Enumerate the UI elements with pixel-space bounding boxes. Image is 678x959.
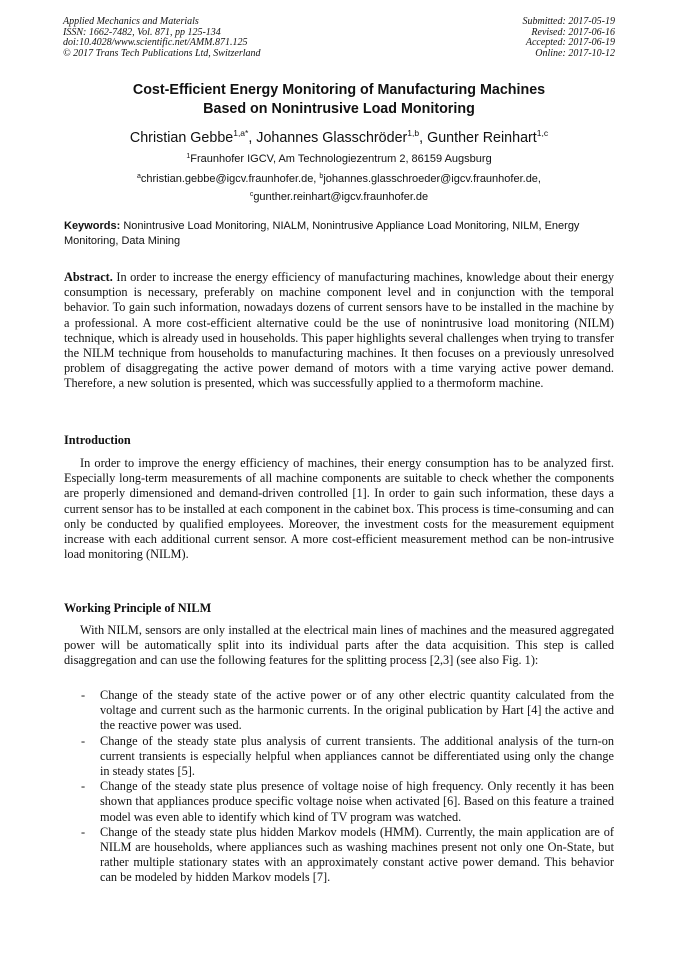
list-item-text: Change of the steady state plus presence of voltage noise of high frequency. Only recently it has been shown that appliances produce specific voltage noise when activated [6]. Based on this feature a trained model was even able to identify which kind of TV program was watched. (100, 779, 614, 824)
abstract (64, 270, 614, 392)
author-name: Johannes Glasschröder (256, 130, 408, 146)
author-name: Christian Gebbe (129, 130, 234, 146)
submission-dates (523, 17, 616, 59)
working-principle-paragraph: With NILM, sensors are only installed at the electrical main lines of machines and the measured aggregated power will be automatically split into its individual parts after the data acquisition. This step is called disaggregation and can use the following features for the splitting process [2,3] (see also Fig. 1): (64, 623, 614, 668)
email-text: christian.gebbe@igcv.fraunhofer.de, (140, 173, 320, 185)
email-text: johannes.glasschroeder@igcv.fraunhofer.de, (323, 173, 541, 185)
author-sup: 1,b (407, 128, 420, 138)
affiliation (40, 149, 638, 167)
paper-title (40, 81, 638, 119)
author-sup: 1,a* (233, 128, 249, 138)
list-item-text: Change of the steady state of the active power or of any other electric quantity calculated from the voltage and current such as the harmonic currents. In the original publication by Hart [4] the active and the reactive power was used. (100, 688, 614, 733)
copyright-line: © 2017 Trans Tech Publications Ltd, Switzerland (63, 47, 261, 59)
doi-line: doi:10.4028/www.scientific.net/AMM.871.125 (63, 37, 248, 49)
author-sup: 1,c (536, 128, 549, 138)
introduction-paragraph: In order to improve the energy efficiency of machines, their energy consumption has to be analyzed first. Especially long-term measurements of all machine components are suitable to check whether the components are properly dimensioned and demand-driven controlled [1]. In order to gain such information, these days a current sensor has to be installed at each component in the cabinet box. This process is time-consuming and can only be conducted by qualified employees. Moreover, the investment costs for the measurement equipment increase with each additional current sensor. A more cost-efficient measurement method can be non-intrusive load monitoring (NILM). (64, 456, 614, 562)
keywords-text: Nonintrusive Load Monitoring, NIALM, Nonintrusive Appliance Load Monitoring, NILM, Energy Monitoring, Data Mining (64, 220, 580, 247)
list-item (64, 825, 614, 886)
list-item (64, 779, 614, 825)
keywords (64, 219, 614, 249)
title-line-2: Based on Nonintrusive Load Monitoring (203, 101, 475, 117)
section-heading-introduction: Introduction (64, 433, 131, 447)
revised-date: Revised: 2017-06-16 (531, 26, 615, 38)
email-line (40, 169, 638, 187)
email-text: gunther.reinhart@igcv.fraunhofer.de (253, 191, 429, 203)
affiliation-text: Fraunhofer IGCV, Am Technologiezentrum 2, 86159 Augsburg (190, 153, 492, 165)
submitted-date: Submitted: 2017-05-19 (522, 16, 615, 27)
journal-name: Applied Mechanics and Materials (63, 16, 199, 27)
accepted-date: Accepted: 2017-06-19 (525, 37, 615, 49)
email-line (40, 187, 638, 205)
list-item (64, 734, 614, 780)
email-sup: b (319, 173, 324, 180)
list-dash: - (81, 688, 86, 702)
section-heading-working-principle: Working Principle of NILM (64, 601, 212, 615)
list-dash: - (81, 824, 86, 839)
list-item-text: Change of the steady state plus analysis of current transients. The additional analysis of the turn-on current transients is especially helpful when appliances cannot be differentiated using only the change in steady states [5]. (100, 733, 614, 779)
affiliation-sup: 1 (186, 153, 191, 160)
abstract-label: Abstract. (64, 270, 113, 284)
list-dash: - (81, 779, 86, 794)
keywords-label: Keywords: (64, 220, 121, 232)
issn-line: ISSN: 1662-7482, Vol. 871, pp 125-134 (63, 26, 221, 38)
author-list: Christian Gebbe$^{1,a*}$, Johannes Glasschröder$^{1,b}$, Gunther Reinhart$^{1,c}$ (129, 128, 549, 146)
email-sup: a (137, 173, 141, 180)
list-item-text: Change of the steady state plus hidden Markov models (HMM). Currently, the main application are of NILM are households, where appliances such as washing machines present not only one On-State, but rather multiple stationary states with an approximately constant active power demand. This behavior can be modeled by hidden Markov models [7]. (100, 824, 614, 885)
author-emails (40, 169, 638, 205)
list-item (64, 688, 614, 734)
journal-info (63, 17, 261, 59)
title-line-1: Cost-Efficient Energy Monitoring of Manufacturing Machines (132, 82, 546, 98)
feature-list (64, 688, 614, 886)
abstract-text: In order to increase the energy efficiency of manufacturing machines, knowledge about their energy consumption is necessary, preferably on machine component level and in conjunction with the temporal behavior. To gain such information, nowadays dozens of current sensors have to be installed in the machine by a professional. A more cost-efficient alternative could be the use of nonintrusive load monitoring (NILM) technique, which is already used in households. This paper highlights several challenges when trying to transfer the NILM technique from households to manufacturing machines. It then focuses on a previously unresolved problem of disaggregating the active power demand of motors with a time varying active power demand. Therefore, a new solution is presented, which was successfully applied to a thermoform machine. (64, 270, 614, 391)
author-name: Gunther Reinhart (427, 130, 537, 146)
online-date: Online: 2017-10-12 (535, 47, 615, 59)
list-dash: - (81, 733, 86, 748)
email-sup: c (249, 191, 254, 198)
